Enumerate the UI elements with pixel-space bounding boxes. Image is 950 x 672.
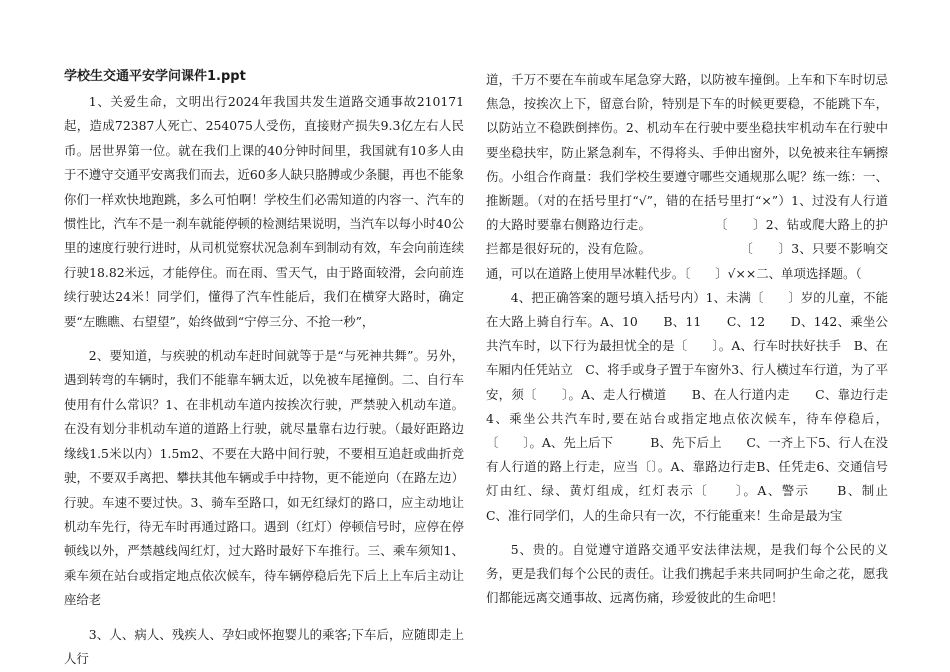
right-column [486, 68, 926, 620]
paragraph-5: 5、贵的。自觉遵守道路交通平安法律法规，是我们每个公民的义务，更是我们每个公民的责任。让我们携起手来共同呵护生命之花，愿我们都能远离交通事故、远离伤痛，珍爱彼此的生命吧！ [486, 541, 888, 606]
left-column [64, 66, 464, 671]
paragraph-3: 3、人、病人、残疾人、孕妇或怀抱婴儿的乘客;下车后，应随即走上人行 [64, 626, 464, 666]
paragraph-4: 4、把正确答案的题号填入括号内）1、未满〔 〕岁的儿童，不能在大路上骑自行车。A、10 B、11 C、12 D、142、乘坐公共汽车时，以下行为最担忧全的是〔 〕。A、行车时扶好扶手 B、在车厢内任凭站立 C、将手或身子置于车窗外3、行人横过车行道，为了平安，须〔 〕。A、走人行横道 B、在人行道内走 C、靠边行走4、乘坐公共汽车时,要在站台或指定地点依次候车，待车停稳后，〔 〕。A、先上后下 B、先下后上 C、一齐上下5、行人在没有人行道的路上行走，应当〔〕。A、靠路边行走B、任凭走6、交通信号灯由红、绿、黄灯组成，红灯表示〔 〕。A、警示 B、制止 C、准行同学们，人的生命只有一次，不行能重来！生命是最为宝 [486, 289, 926, 523]
document-title: 学校生交通平安学问课件1.ppt [64, 69, 246, 84]
paragraph-1: 1、关爱生命，文明出行2024年我国共发生道路交通事故210171起，造成72387人死亡、254075人受伤，直接财产损失9.3亿左右人民币。居世界第一位。就在我们上课的40分钟时间里，我国就有10多人由于不遵守交通平安离我们而去，近60多人缺只胳膊或少条腿，再也不能象你们一样欢快地跑跳，多么可怕啊！学校生们必需知道的内容一、汽车的惯性比，汽车不是一刹车就能停顿的检测结果说明，当汽车以每小时40公里的速度行驶行进时，从司机觉察状况急刹车到制动有效，车会向前连续行驶18.82米远，才能停住。而在雨、雪天气，由于路面较滑，会向前连续行驶达24米！同学们，懂得了汽车性能后，我们在横穿大路时，确定要“左瞧瞧、右望望”，始终做到“宁停三分、不抢一秒”， [64, 94, 464, 329]
paragraph-2: 2、要知道，与疾驶的机动车赶时间就等于是“与死神共舞”。另外，遇到转弯的车辆时，我们不能靠车辆太近，以免被车尾撞倒。二、自行车使用有什么常识？1、在非机动车道内按挨次行驶，严禁驶入机动车道。在没有划分非机动车道的道路上行驶，就尽量靠右边行驶。（最好距路边缘线1.5米以内）1.5m2、不要在大路中间行驶，不要相互追赶或曲折竞驶，不要双手离把、攀扶其他车辆或手中持物，更不能逆向（在路左边）行驶。车速不要过快。3、骑车至路口，如无红绿灯的路口，应主动地让机动车先行，待无车时再通过路口。遇到（红灯）停顿信号时，应停在停顿线以外，严禁越线闯红灯，过大路时最好下车推行。三、乘车须知1、乘车须在站台或指定地点依次候车，待车辆停稳后先下后上上车后主动让座给老 [64, 348, 464, 608]
paragraph-3-continued: 道，千万不要在车前或车尾急穿大路，以防被车撞倒。上车和下车时切忌焦急，按挨次上下，留意台阶，特别是下车的时候更要稳，不能跳下车，以防站立不稳跌倒摔伤。2、机动车在行驶中要坐稳扶牢机动车在行驶中要坐稳扶牢，防止紧急刹车，不得将头、手伸出窗外，以免被来往车辆擦伤。小组合作商量：我们学校生要遵守哪些交通规那么呢？练一练：一、推断题。（对的在括号里打“√”，错的在括号里打“×”）1、过没有人行道的大路时要靠右侧路边行走。 〔 〕2、钻或爬大路上的护拦都是很好玩的，没有危险。 〔 〕3、只要不影响交通，可以在道路上使用旱冰鞋代步。〔 〕√××二、单项选择题。（ [486, 72, 888, 281]
